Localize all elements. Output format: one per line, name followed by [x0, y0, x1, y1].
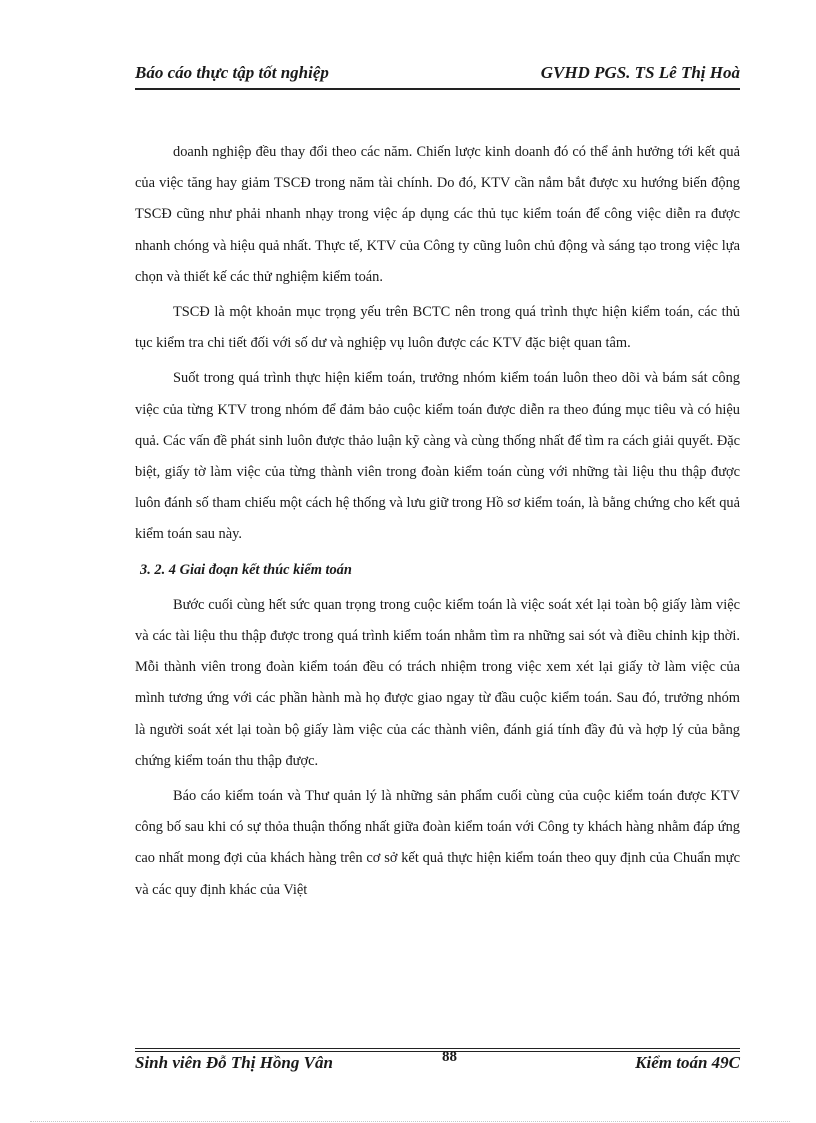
header-report-title: Báo cáo thực tập tốt nghiệp	[135, 63, 329, 82]
paragraph-5: Báo cáo kiểm toán và Thư quản lý là những sản phẩm cuối cùng của cuộc kiểm toán được KTV công bố sau khi có sự thỏa thuận thống nhất giữa đoàn kiểm toán với Công ty khách hàng nhằm đáp ứng cao nhất mong đợi của khách hàng trên cơ sở kết quả thực hiện kiểm toán theo quy định của Chuẩn mực và các quy định khác của Việt	[135, 788, 740, 898]
footer-divider-bottom	[135, 1051, 740, 1052]
document-body	[135, 137, 740, 910]
page-footer	[135, 1049, 740, 1077]
paragraph-3: Suốt trong quá trình thực hiện kiểm toán, trưởng nhóm kiểm toán luôn theo dõi và bám sát công việc của từng KTV trong nhóm để đảm bảo cuộc kiểm toán được diễn ra theo đúng mục tiêu và có hiệu quả. Các vấn đề phát sinh luôn được thảo luận kỹ càng và cùng thống nhất để tìm ra cách giải quyết. Đặc biệt, giấy tờ làm việc của từng thành viên trong đoàn kiểm toán cùng với những tài liệu thu thập được luôn đánh số tham chiếu một cách hệ thống và lưu giữ trong Hồ sơ kiểm toán, là bằng chứng cho kết quả kiểm toán sau này.	[135, 370, 740, 543]
page-number: 88	[442, 1049, 457, 1065]
footer-class: Kiểm toán 49C	[635, 1053, 740, 1072]
header-divider	[135, 88, 740, 90]
section-heading: 3. 2. 4 Giai đoạn kết thúc kiểm toán	[140, 561, 352, 578]
page-bottom-border	[30, 1121, 790, 1122]
footer-divider-top	[135, 1048, 740, 1049]
paragraph-1: doanh nghiệp đều thay đổi theo các năm. Chiến lược kinh doanh đó có thể ảnh hưởng tới kết quả của việc tăng hay giảm TSCĐ trong năm tài chính. Do đó, KTV cần nắm bắt được xu hướng biến động TSCĐ cũng như phải nhanh nhạy trong việc áp dụng các thủ tục kiểm toán để công việc diễn ra được nhanh chóng và hiệu quả nhất. Thực tế, KTV của Công ty cũng luôn chủ động và sáng tạo trong việc lựa chọn và thiết kế các thử nghiệm kiểm toán.	[135, 144, 740, 285]
header-supervisor: GVHD PGS. TS Lê Thị Hoà	[540, 63, 740, 82]
paragraph-4: Bước cuối cùng hết sức quan trọng trong cuộc kiểm toán là việc soát xét lại toàn bộ giấy làm việc và các tài liệu thu thập được trong quá trình kiểm toán nhằm tìm ra những sai sót và điều chỉnh kịp thời. Mỗi thành viên trong đoàn kiểm toán đều có trách nhiệm trong việc xem xét lại giấy tờ làm việc của mình tương ứng với các phần hành mà họ được giao ngay từ đầu cuộc kiểm toán. Sau đó, trưởng nhóm là người soát xét lại toàn bộ giấy làm việc của các thành viên, đánh giá tính đầy đủ và hợp lý của bằng chứng kiểm toán thu thập được.	[135, 596, 740, 769]
footer-student-name: Sinh viên Đỗ Thị Hồng Vân	[135, 1053, 333, 1072]
page-header	[135, 63, 740, 87]
paragraph-2: TSCĐ là một khoản mục trọng yếu trên BCTC nên trong quá trình thực hiện kiểm toán, các thủ tục kiểm tra chi tiết đối với số dư và nghiệp vụ luôn được các KTV đặc biệt quan tâm.	[135, 304, 740, 352]
